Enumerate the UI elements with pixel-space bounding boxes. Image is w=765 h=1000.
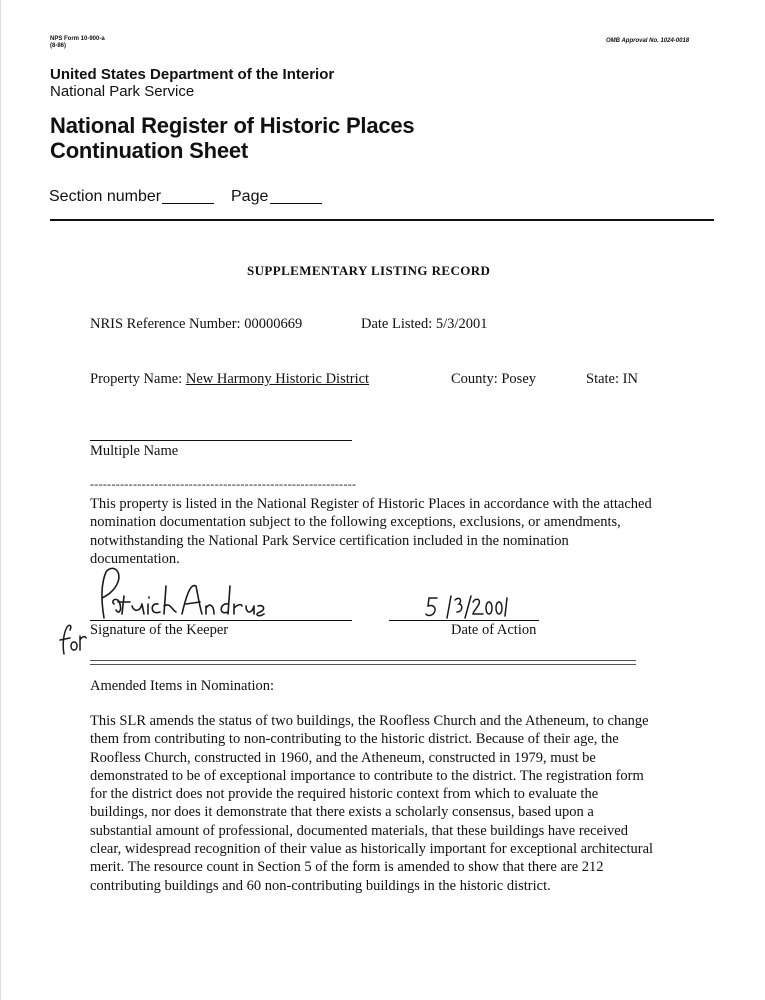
multiple-name-label: Multiple Name <box>90 443 179 459</box>
amendment-line: This SLR amends the status of two buildings, the Roofless Church and the Atheneum, to change <box>90 713 649 729</box>
for-mark <box>58 620 88 656</box>
date-listed-value: 5/3/2001 <box>435 316 488 332</box>
amendment-line: substantial amount of professional, documented materials, that these buildings have received <box>90 822 628 839</box>
amendment-line: for the district does not provide the required historic context from which to evaluate the <box>90 786 599 803</box>
property-name <box>90 371 369 388</box>
action-date-handwritten <box>425 592 510 622</box>
page-blank <box>270 203 322 204</box>
form-date: (8-86) <box>50 43 67 49</box>
statement-line: documentation. <box>90 550 180 567</box>
amendment-line: buildings, nor does it demonstrate that there exists a scholarly consensus, based upon a <box>90 804 594 821</box>
property-label: Property Name: <box>90 371 183 387</box>
form-subtitle: Continuation Sheet <box>50 138 249 163</box>
amendment-line: them from contributing to non-contributing to the historic district. Because of their age, the <box>90 731 619 748</box>
keeper-signature <box>92 566 267 624</box>
county-value: Posey <box>501 371 537 387</box>
agency-name: National Park Service <box>50 83 195 100</box>
listing-statement <box>90 495 652 568</box>
state-value: IN <box>622 371 638 387</box>
page-label: Page <box>231 188 269 205</box>
scan-edge <box>0 0 1 1000</box>
nris-label: NRIS Reference Number: <box>90 316 241 332</box>
amendment-line: clear, widespread recognition of their value as historically important for exceptional architectural <box>90 841 654 858</box>
nris-reference <box>90 316 302 333</box>
dash-separator: -------------------------------------------------------------- <box>90 477 357 491</box>
property-value: New Harmony Historic District <box>185 371 370 387</box>
section-number-blank <box>162 203 214 204</box>
signature-line <box>90 620 352 621</box>
keeper-label: Signature of the Keeper <box>90 622 229 638</box>
department-name: United States Department of the Interior <box>50 66 335 83</box>
amended-heading: Amended Items in Nomination: <box>90 678 275 694</box>
amendment-line: contributing buildings and 60 non-contributing buildings in the historic district. <box>90 877 551 894</box>
statement-line: This property is listed in the National Register of Historic Places in accordance with the attached <box>90 496 652 512</box>
county <box>451 371 536 388</box>
nris-value: 00000669 <box>244 316 303 332</box>
amendment-line: demonstrated to be of exceptional importance to contribute to the district. The registration form <box>90 767 644 784</box>
statement-line: nomination documentation subject to the following exceptions, exclusions, or amendments, <box>90 514 621 531</box>
state-label: State: <box>586 371 620 387</box>
action-date-line <box>389 620 539 621</box>
amendment-line: Roofless Church, constructed in 1960, and the Atheneum, constructed in 1979, must be <box>90 749 596 766</box>
amendment-line: merit. The resource count in Section 5 of the form is amended to show that there are 212 <box>90 859 604 876</box>
form-title: National Register of Historic Places <box>50 113 415 138</box>
record-heading: SUPPLEMENTARY LISTING RECORD <box>247 263 491 278</box>
state <box>586 371 638 388</box>
header-rule <box>50 219 714 221</box>
double-rule-top <box>90 660 636 661</box>
multiple-name-blank <box>90 440 352 441</box>
date-of-action-label: Date of Action <box>451 622 537 638</box>
county-label: County: <box>451 371 498 387</box>
statement-line: notwithstanding the National Park Service certification included in the nomination <box>90 532 569 549</box>
form-number: NPS Form 10-900-a <box>50 36 105 42</box>
amendment-text <box>90 712 653 895</box>
double-rule-bottom <box>90 664 636 665</box>
date-listed <box>361 316 487 333</box>
date-listed-label: Date Listed: <box>361 316 433 332</box>
section-number-label: Section number <box>49 188 162 205</box>
omb-approval: OMB Approval No. 1024-0018 <box>606 38 690 44</box>
